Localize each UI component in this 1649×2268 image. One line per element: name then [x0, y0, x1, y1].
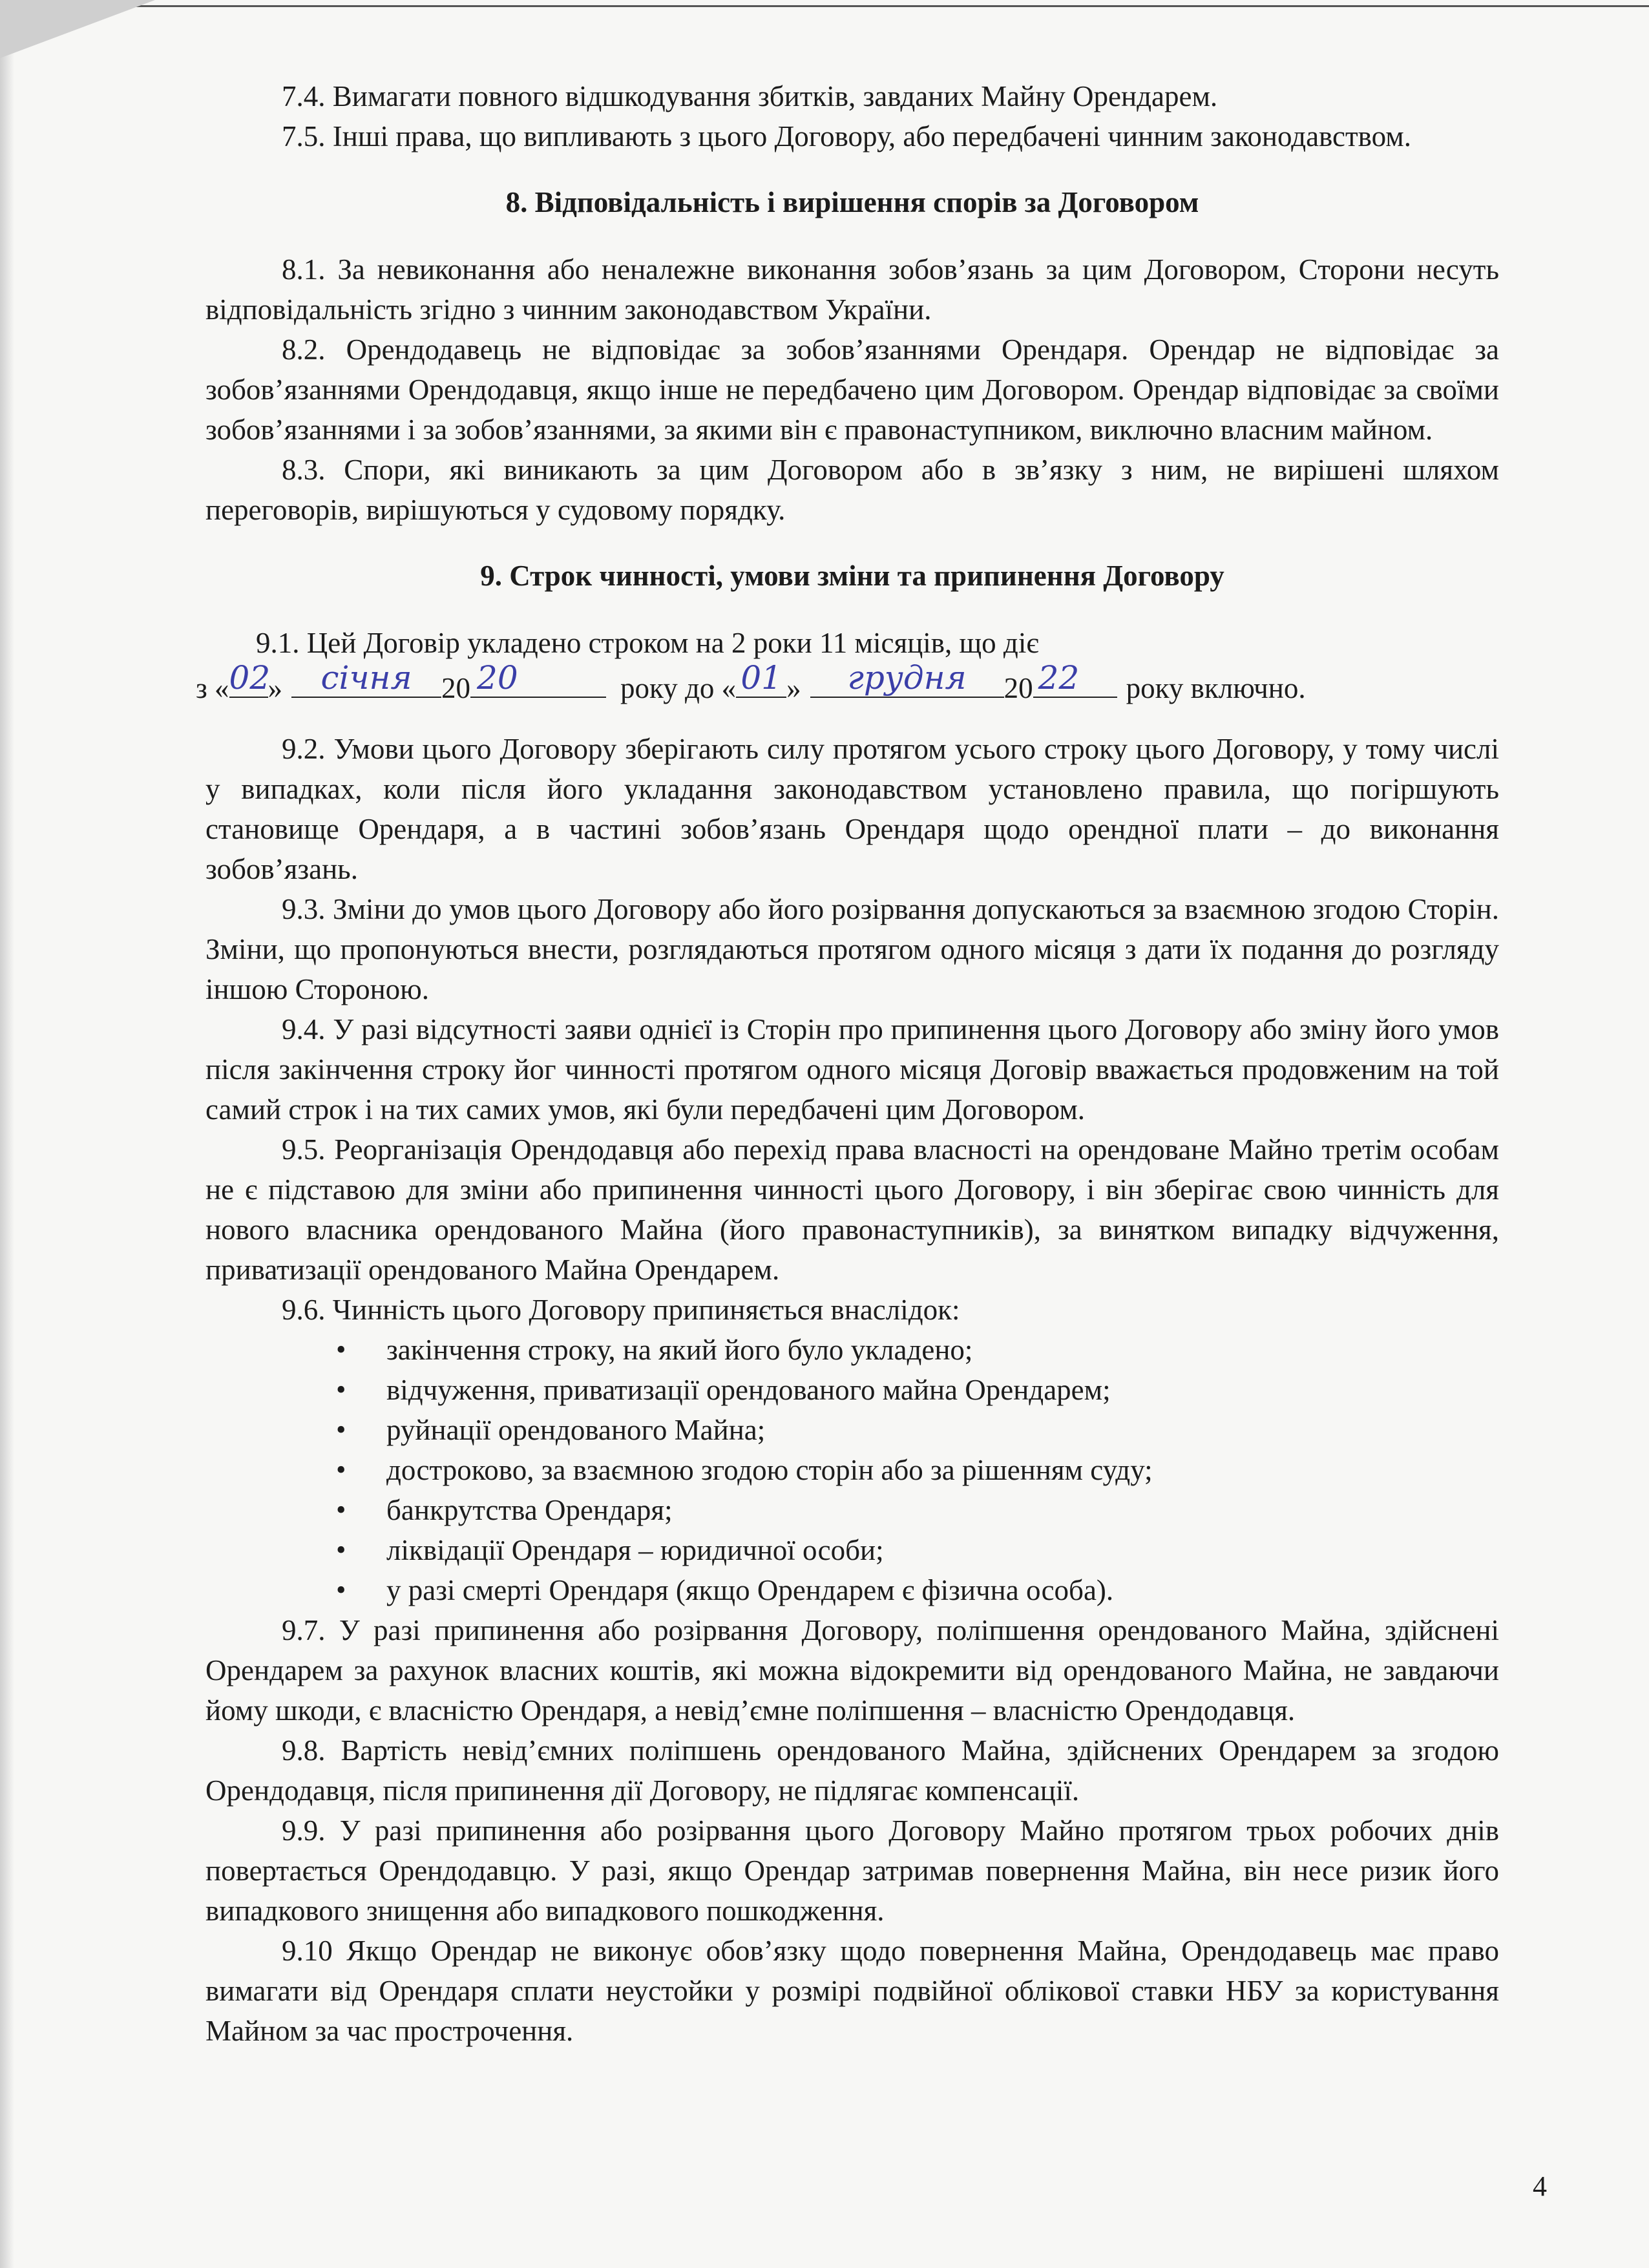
- from-year-handwritten: 20: [477, 659, 518, 697]
- clause-9-6: 9.6. Чинність цього Договору припиняється внаслідок:: [282, 1294, 960, 1326]
- clause-9-4: 9.4. У разі відсутності заяви однієї із Сторін про припинення цього Договору або зміну його умов після закінчення строку йог чинності протягом одного місяця Договір вважається продовженим на той самий строк і на тих самих умов, які були передбачені цим Договором.: [205, 1013, 1499, 1126]
- section-8-heading: 8. Відповідальність і вирішення спорів за Договором: [505, 186, 1199, 218]
- from-month-blank: [291, 659, 441, 698]
- to-day-blank: [736, 659, 786, 698]
- page-number: 4: [1533, 2170, 1547, 2202]
- clause-9-1-intro: 9.1. Цей Договір укладено строком на 2 роки 11 місяців, що діє: [256, 627, 1039, 659]
- term-to-suffix: року включно.: [1126, 672, 1306, 704]
- clause-9-7: 9.7. У разі припинення або розірвання Договору, поліпшення орендованого Майна, здійснені Орендарем за рахунок власних коштів, які можна відокремити від орендованого Майна, не завдаючи йому шкоди, є власністю Орендаря, а невід’ємне поліпшення – власністю Орендодавця.: [205, 1614, 1499, 1727]
- from-year-prefix: 20: [441, 672, 471, 704]
- to-year-blank: [1033, 659, 1117, 698]
- clause-9-8: 9.8. Вартість невід’ємних поліпшень орендованого Майна, здійснених Орендарем за згодою Орендодавця, після припинення дії Договору, не підлягає компенсації.: [205, 1734, 1499, 1807]
- list-item: • у разі смерті Орендаря (якщо Орендарем є фізична особа).: [328, 1570, 1499, 1610]
- scan-top-edge: [0, 5, 1649, 7]
- clause-7-5: 7.5. Інші права, що випливають з цього Договору, або передбачені чинним законодавством.: [282, 120, 1411, 152]
- section-9-heading: 9. Строк чинності, умови зміни та припинення Договору: [480, 560, 1224, 592]
- clause-9-10: 9.10 Якщо Орендар не виконує обов’язку щодо повернення Майна, Орендодавець має право вимагати від Орендаря сплати неустойки у розмірі подвійної облікової ставки НБУ за користування Майном за час прострочення.: [205, 1935, 1499, 2047]
- to-year-prefix: 20: [1003, 672, 1033, 704]
- clause-9-9: 9.9. У разі припинення або розірвання цього Договору Майно протягом трьох робочих днів повертається Орендодавцю. У разі, якщо Орендар затримав повернення Майна, він несе ризик його випадкового знищення або випадкового пошкодження.: [205, 1814, 1499, 1927]
- list-item: • руйнації орендованого Майна;: [328, 1410, 1499, 1450]
- list-item: • закінчення строку, на який його було укладено;: [328, 1330, 1499, 1370]
- list-item: • ліквідації Орендаря – юридичної особи;: [328, 1530, 1499, 1570]
- to-day-handwritten: 01: [740, 659, 782, 697]
- to-month-handwritten: грудня: [847, 659, 967, 697]
- clause-8-2: 8.2. Орендодавець не відповідає за зобов’язаннями Орендаря. Орендар не відповідає за зобов’язаннями Орендодавця, якщо інше не передбачено цим Договором. Орендар відповідає за своїми зобов’язаннями і за зобов’язаннями, за якими він є правонаступником, виключно власним майном.: [205, 333, 1499, 446]
- to-year-handwritten: 22: [1038, 659, 1080, 697]
- folded-corner: [0, 0, 155, 58]
- term-from-prefix: з «: [196, 672, 229, 704]
- from-day-handwritten: 02: [229, 659, 271, 697]
- clause-9-5: 9.5. Реорганізація Орендодавця або перехід права власності на орендоване Майно третім особам не є підставою для зміни або припинення чинності цього Договору, і він зберігає свою чинність для нового власника орендованого Майна (його правонаступників), за винятком випадку відчуження, приватизації орендованого Майна Орендарем.: [205, 1133, 1499, 1286]
- clause-9-2: 9.2. Умови цього Договору зберігають силу протягом усього строку цього Договору, у тому числі у випадках, коли після його укладання законодавством установлено правила, що погіршують становище Орендаря, а в частині зобов’язань Орендаря щодо орендної плати – до виконання зобов’язань.: [205, 733, 1499, 885]
- clause-8-3: 8.3. Спори, які виникають за цим Договором або в зв’язку з ним, не вирішені шляхом переговорів, вирішуються у судовому порядку.: [205, 454, 1499, 526]
- term-dates-line: [196, 659, 1499, 704]
- document-body: [196, 76, 1499, 2051]
- clause-9-3: 9.3. Зміни до умов цього Договору або його розірвання допускаються за взаємною згодою Сторін. Зміни, що пропонуються внести, розглядаються протягом одного місяця з дати їх подання до розгляду іншою Стороною.: [205, 893, 1499, 1005]
- term-from-suffix: року до «: [620, 672, 737, 704]
- scan-left-shadow: [0, 0, 14, 2268]
- list-item: • відчуження, приватизації орендованого майна Орендарем;: [328, 1370, 1499, 1410]
- list-item: • достроково, за взаємною згодою сторін або за рішенням суду;: [328, 1450, 1499, 1490]
- term-from-mid: »: [268, 672, 283, 704]
- to-month-blank: [810, 659, 1004, 698]
- clause-8-1: 8.1. За невиконання або неналежне виконання зобов’язань за цим Договором, Сторони несуть відповідальність згідно з чинним законодавством України.: [205, 253, 1499, 326]
- termination-grounds-list: [205, 1330, 1499, 1610]
- term-to-mid: »: [786, 672, 801, 704]
- list-item: • банкрутства Орендаря;: [328, 1490, 1499, 1530]
- clause-7-4: 7.4. Вимагати повного відшкодування збитків, завданих Майну Орендарем.: [282, 80, 1218, 112]
- from-year-blank: [470, 659, 606, 698]
- from-month-handwritten: січня: [320, 659, 412, 697]
- from-day-blank: [229, 659, 271, 698]
